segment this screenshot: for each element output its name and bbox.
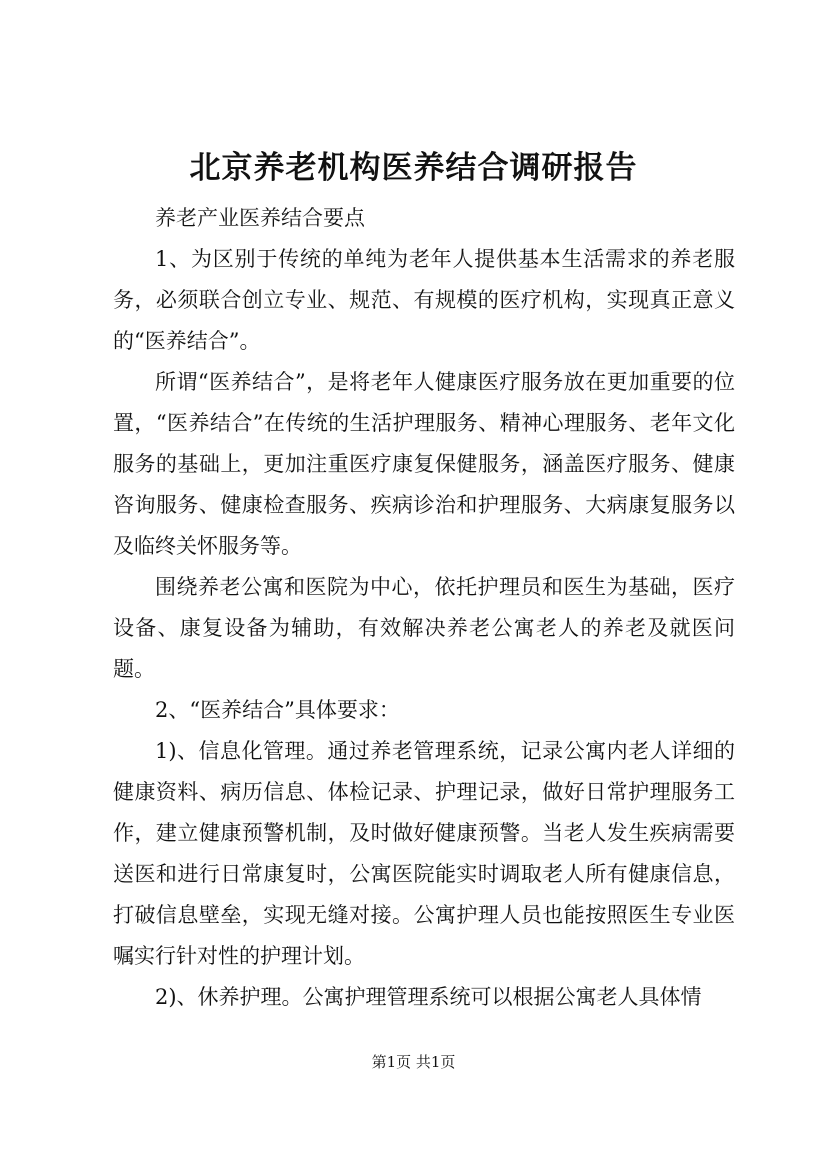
paragraph-point-2-heading: 2、“医养结合”具体要求： xyxy=(155,698,400,722)
paragraph-point-1: 1、为区别于传统的单纯为老年人提供基本生活需求的养老服务，必须联合创立专业、规范、有规模的医疗机构，实现真正意义的“医养结合”。 xyxy=(113,247,735,353)
document-body xyxy=(113,198,735,1018)
paragraph-center: 围绕养老公寓和医院为中心，依托护理员和医生为基础，医疗设备、康复设备为辅助，有效解决养老公寓老人的养老及就医问题。 xyxy=(113,575,735,681)
paragraph-info-management: 1)、信息化管理。通过养老管理系统，记录公寓内老人详细的健康资料、病历信息、体检记录、护理记录，做好日常护理服务工作，建立健康预警机制，及时做好健康预警。当老人发生疾病需要送医和进行日常康复时，公寓医院能实时调取老人所有健康信息，打破信息壁垒，实现无缝对接。公寓护理人员也能按照医生专业医嘱实行针对性的护理计划。 xyxy=(113,739,735,968)
paragraph-definition: 所谓“医养结合”，是将老年人健康医疗服务放在更加重要的位置，“医养结合”在传统的生活护理服务、精神心理服务、老年文化服务的基础上，更加注重医疗康复保健服务，涵盖医疗服务、健康咨询服务、健康检查服务、疾病诊治和护理服务、大病康复服务以及临终关怀服务等。 xyxy=(113,370,735,558)
paragraph-section-heading: 养老产业医养结合要点 xyxy=(155,206,365,230)
paragraph-rest-care: 2)、休养护理。公寓护理管理系统可以根据公寓老人具体情 xyxy=(155,985,702,1009)
document-title: 北京养老机构医养结合调研报告 xyxy=(189,150,638,186)
page-footer: 第1页 共1页 xyxy=(371,1053,456,1071)
